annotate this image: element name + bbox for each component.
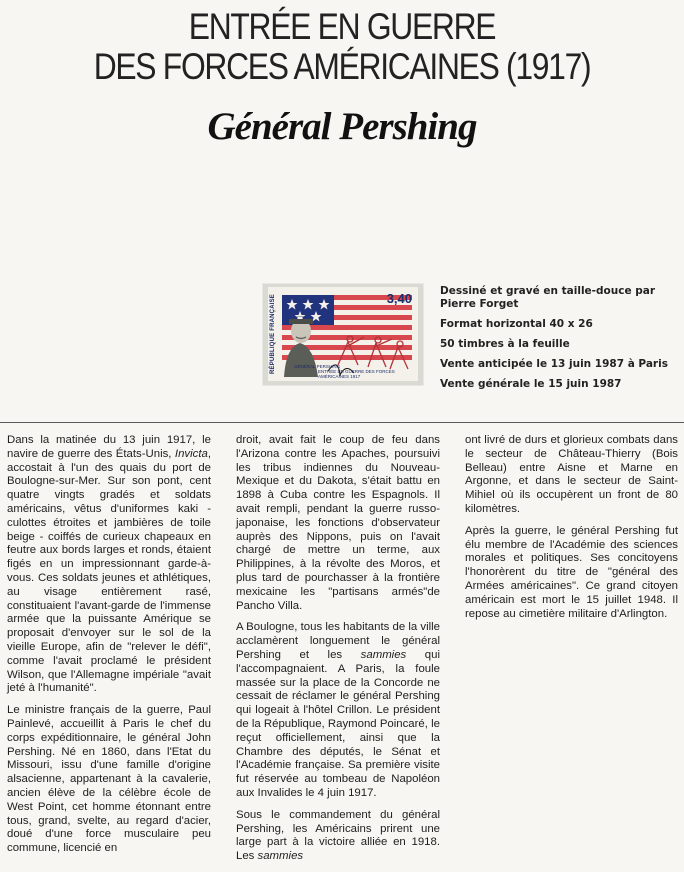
stamp-country: RÉPUBLIQUE FRANÇAISE <box>270 294 276 375</box>
info-sheet: 50 timbres à la feuille <box>440 338 570 350</box>
col1-paragraph-1 <box>7 434 211 696</box>
col2-p3-sammies: sammies <box>257 850 304 863</box>
stamp-value: 3,40 <box>386 291 412 306</box>
col1-paragraph-2: Le ministre français de la guerre, Paul Painlevé, accueillit à Paris le chef du corps expéditionnaire, le général John Pershing. Né en 1860, dans l'Etat du Missouri, issu d'une famille d'origine alsacienne, appartenant à la cavalerie, ancien élève de la célèbre école de West Point, cet homme étonnant entre tous, grand, svelte, au regard d'acier, doué d'une force musculaire peu commune, licencié en <box>7 704 211 855</box>
title-line-2: DES FORCES AMÉRICAINES (1917) <box>93 46 591 87</box>
stamp <box>268 287 418 381</box>
page-subtitle: Général Pershing <box>207 105 477 148</box>
col3-paragraph-2: Après la guerre, le général Pershing fut élu membre de l'Académie des sciences morales et politiques. Ses concitoyens l'honorèrent du titre de "général des Armées américaines". Ce grand citoyen américain est mort le 15 juillet 1948. Il repose au cimetière militaire d'Arlington. <box>465 524 678 620</box>
col2-p2-sammies: sammies <box>360 648 407 661</box>
col2-p3-text-a: Sous le commandement du général Pershing, les Américains prirent une large part à la victoire alliée en 1918. Les <box>236 808 440 863</box>
col2-p2-text-c: qui l'accompagnaient. A Paris, la foule massée sur la place de la Concorde ne cessait de réclamer le général Pershing qui logeait à l'hôtel Crillon. Le président de la République, Raymond Poincaré, le reçut officiellement, ainsi que la Chambre des députés, le Sénat et l'Académie française. Sa première visite fut réservée au tombeau de Napoléon aux Invalides le 4 juin 1917. <box>236 648 440 799</box>
text-column-2 <box>236 434 440 872</box>
info-sale: Vente générale le 15 juin 1987 <box>440 378 622 390</box>
text-column-3 <box>465 434 678 629</box>
stamp-caption: ENTRÉE EN GUERRE DES FORCES AMÉRICAINES 1917 <box>318 369 395 379</box>
info-presale: Vente anticipée le 13 juin 1987 à Paris <box>440 358 668 370</box>
col2-paragraph-2 <box>236 621 440 800</box>
text-column-1 <box>7 434 211 864</box>
title-line-1: ENTRÉE EN GUERRE <box>188 6 496 47</box>
info-format: Format horizontal 40 x 26 <box>440 318 593 330</box>
col3-paragraph-1: ont livré de durs et glorieux combats dans le secteur de Château-Thierry (Bois Belleau) entre Aisne et Marne en Argonne, et dans le secteur de Saint-Mihiel où ils occupèrent un front de 80 kilomètres. <box>465 434 678 515</box>
col1-p1-ship-name: Invicta <box>174 447 208 460</box>
info-designer: Dessiné et gravé en taille-douce par Pierre Forget <box>440 285 656 310</box>
col2-p2-text-a: A Boulogne, tous les habitants de la ville acclamèrent longuement le général Pershing et les <box>236 621 440 661</box>
stamp-frame <box>262 283 424 386</box>
col2-paragraph-1: droit, avait fait le coup de feu dans l'Arizona contre les Apaches, poursuivi les tribus indiennes du Nouveau-Mexique et du Dakota, s'était battu en 1898 à Cuba contre les Espagnols. Il avait rempli, pendant la guerre russo-japonaise, les fonctions d'observateur auprès des Nippons, puis on l'avait chargé de mettre un terme, aux Philippines, à la révolte des Moros, et plus tard de pourchasser à la frontière mexicaine les "partisans armés"de Pancho Villa. <box>236 434 440 612</box>
col1-p1-text-c: , accostait à l'un des quais du port de Boulogne-sur-Mer. Sur son pont, cent quatre vingts gradés et soldats américains, vêtus d'uniformes kaki - culottes étroites et jambières de toile beige - coiffés de curieux chapeaux en feutre aux bords larges et ronds, étaient figés en un impressionnant garde-à-vous. Ces soldats jeunes et athlétiques, au visage entièrement rasé, constituaient l'avant-garde de l'immense armée que la puissante Amérique se proposait d'envoyer sur le sol de la vieille Europe, afin de "relever le défi", comme l'avait proclamé le président Wilson, que l'Allemagne impériale "avait jeté à l'humanité". <box>7 447 211 695</box>
col2-paragraph-3 <box>236 809 440 864</box>
divider <box>0 422 684 423</box>
stamp-name: GÉNÉRAL PERSHING <box>294 364 341 369</box>
stamp-info <box>440 285 680 398</box>
col1-p1-text-a: Dans la matinée du 13 juin 1917, le navire de guerre des États-Unis, <box>7 434 211 460</box>
